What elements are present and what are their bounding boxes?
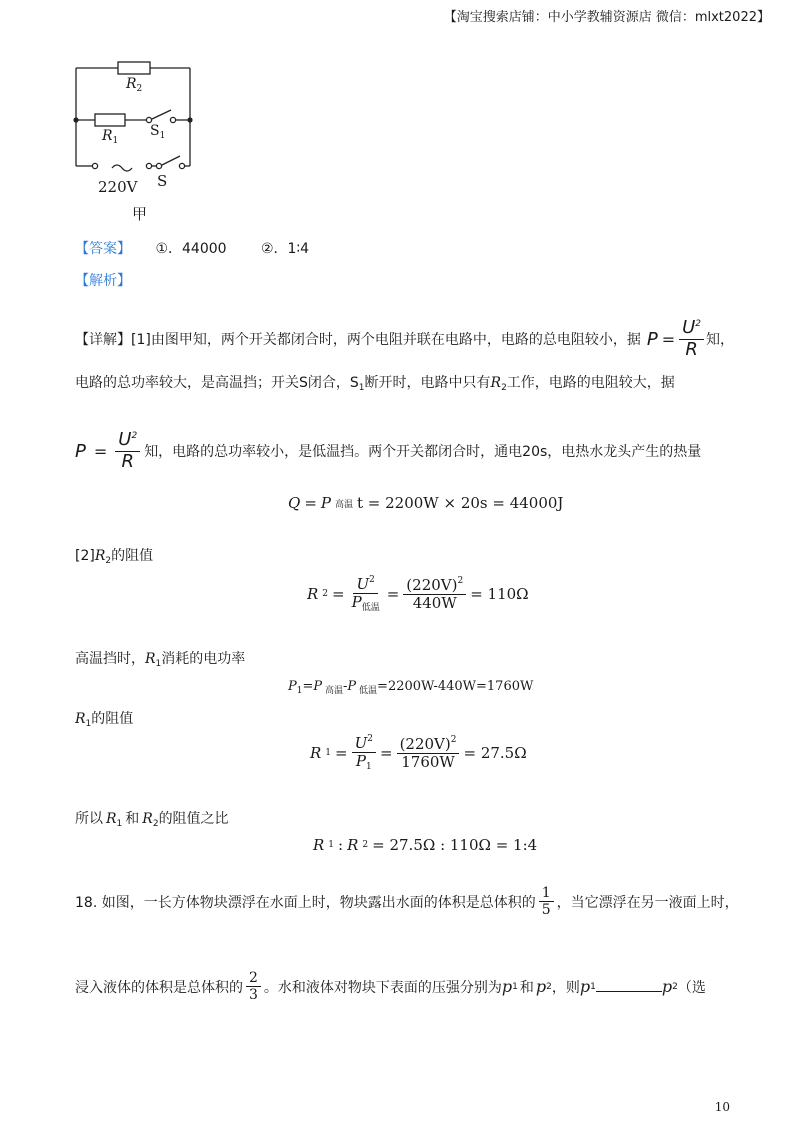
- analysis-tag: 【解析】: [75, 273, 131, 289]
- voltage-label: 220V: [98, 178, 138, 196]
- high-temp-line: 高温挡时，$R_1$消耗的电功率: [75, 651, 246, 669]
- ac-source: [112, 165, 132, 171]
- p1-equation: $P_1=P$ $_{高温}$-P $_{低温}$=2200W-440W=1760W: [288, 679, 534, 696]
- answer-tag: 【答案】: [75, 241, 131, 257]
- r2-label: $R_2$: [126, 76, 143, 94]
- r1-equation: R 1 = $\frac{U^2}{P_1}$ = $\frac{(220V)^2}{1760W}$ = 27.5Ω: [310, 734, 527, 773]
- resistor-r2: [118, 62, 150, 74]
- detail-line-1: 【详解】 [1]由图甲知，两个开关都闭合时，两个电阻并联在电路中，电路的总电阻较小，据 P = $\frac{U^2}{R}$ 知，: [75, 317, 735, 360]
- ratio-line: 所以 $R_1$ 和 $R_2$的阻值之比: [75, 811, 229, 829]
- power-formula: P = $\frac{U^2}{R}$: [647, 318, 704, 360]
- fraction-one-fifth: $\frac{1}{5}$: [539, 885, 554, 918]
- detail-line-3: P = $\frac{U^2}{R}$ 知，电路的总功率较小，是低温挡。两个开关都闭合时，通电20s，电热水龙头产生的热量: [75, 429, 702, 472]
- section-2-line: $[2]R_2$的阻值: [75, 548, 154, 566]
- ratio-equation: R 1 : R 2 = 27.5Ω : 110Ω = 1:4: [313, 836, 538, 854]
- answer-2: ②．1∶4: [261, 241, 310, 257]
- power-formula-2: P = $\frac{U^2}{R}$: [75, 430, 140, 472]
- r2-equation: R 2 = $\frac{U^2}{P_{低温}}$ = $\frac{(220V)^2}{440W}$ = 110Ω: [307, 575, 529, 614]
- detail-line-2: 电路的总功率较大，是高温挡；开关S闭合，$S_1$断开时，电路中只有$R_2$工作，电路的电阻较大，据: [75, 375, 675, 393]
- r1-label: $R_1$: [102, 128, 119, 146]
- answer-blank[interactable]: [596, 981, 662, 992]
- fraction-two-thirds: $\frac{2}{3}$: [246, 970, 261, 1003]
- answer-line: [75, 238, 309, 258]
- switch-s1: [152, 110, 171, 119]
- s-label: S: [157, 172, 168, 190]
- page-number: 10: [714, 1100, 730, 1114]
- r1-line: $R_1$的阻值: [75, 711, 134, 729]
- page-header: 【淘宝搜索店铺：中小学教辅资源店 微信：mlxt2022】: [443, 10, 770, 25]
- figure-caption: 甲: [132, 205, 148, 223]
- q18-line-2: 浸入液体的体积是总体积的 $\frac{2}{3}$ 。水和液体对物块下表面的压强分别为 p 1 和 p 2 ，则 p 1 p 2 （选: [75, 970, 706, 1004]
- q18-line-1: 18. 如图，一长方体物块漂浮在水面上时，物块露出水面的体积是总体积的 $\frac{1}{5}$ ，当它漂浮在另一液面上时，: [75, 885, 739, 919]
- s1-label: $S_1$: [150, 123, 166, 141]
- switch-s: [162, 156, 180, 165]
- resistor-r1: [95, 114, 125, 126]
- answer-1: ①．44000: [155, 241, 227, 257]
- heat-equation: Q = P 高温 t = 2200W × 20s = 44000J: [288, 494, 564, 512]
